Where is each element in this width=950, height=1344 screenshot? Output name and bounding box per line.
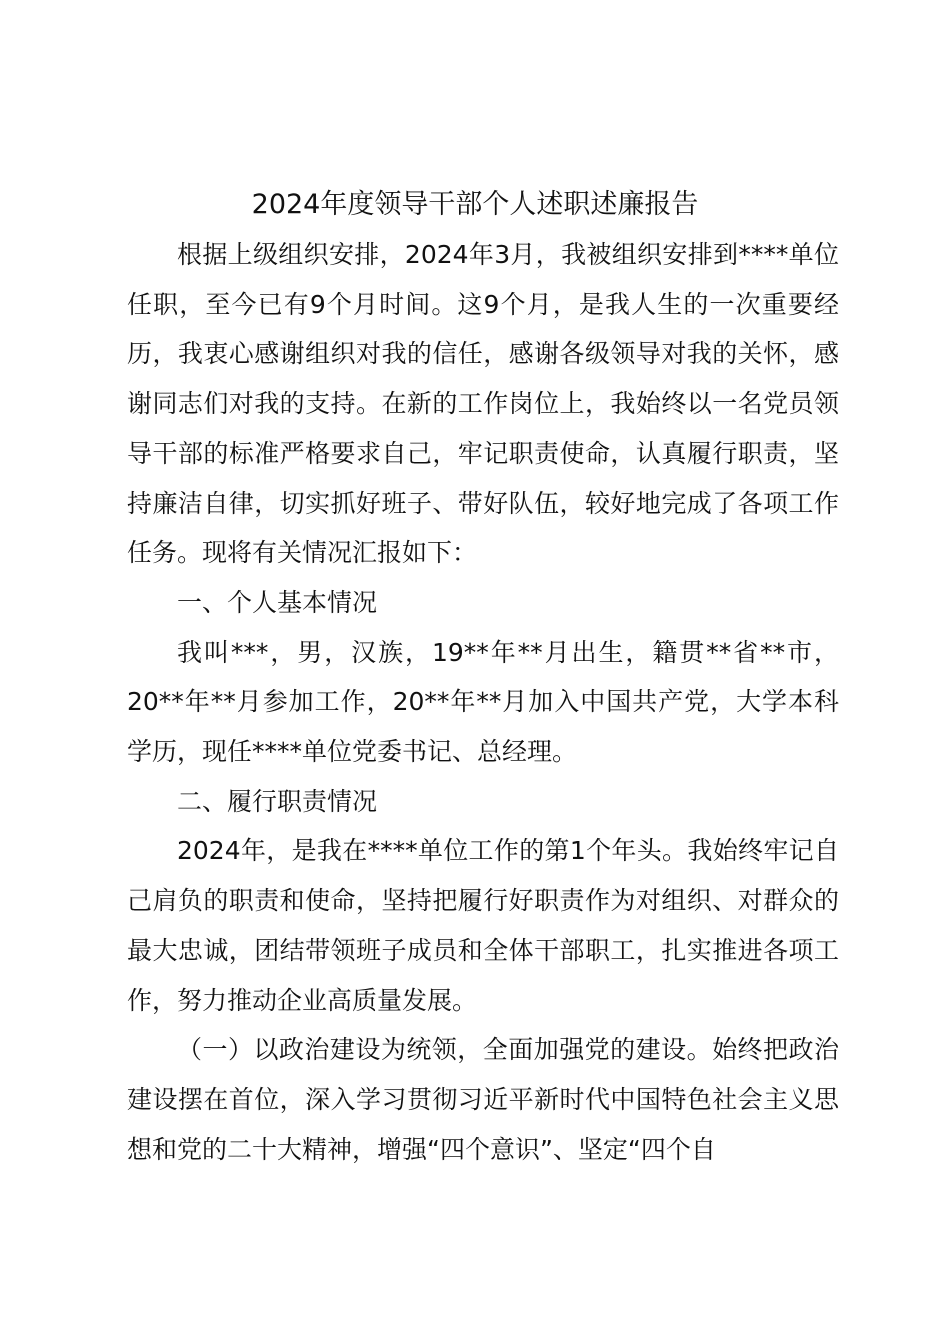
political-building-paragraph: （一）以政治建设为统领，全面加强党的建设。始终把政治建设摆在首位，深入学习贯彻习近平新时代中国特色社会主义思想和党的二十大精神，增强“四个意识”、坚定“四个自 (127, 1035, 839, 1164)
basic-info-paragraph: 我叫***，男，汉族，19**年**月出生，籍贯**省**市，20**年**月参加工作，20**年**月加入中国共产党，大学本科学历，现任****单位党委书记、总经理。 (127, 637, 839, 767)
intro-paragraph: 根据上级组织安排，2024年3月，我被组织安排到****单位任职，至今已有9个月时间。这9个月，是我人生的一次重要经历，我衷心感谢组织对我的信任，感谢各级领导对我的关怀，感谢同志们对我的支持。在新的工作岗位上，我始终以一名党员领导干部的标准严格要求自己，牢记职责使命，认真履行职责，坚持廉洁自律，切实抓好班子、带好队伍，较好地完成了各项工作任务。现将有关情况汇报如下： (127, 240, 839, 568)
section-heading-basic-info: 一、个人基本情况 (177, 587, 378, 617)
document-body (127, 230, 839, 1174)
document-title: 2024年度领导干部个人述职述廉报告 (251, 189, 699, 220)
section-heading-duties: 二、履行职责情况 (177, 786, 378, 816)
duties-paragraph: 2024年，是我在****单位工作的第1个年头。我始终牢记自己肩负的职责和使命，坚持把履行好职责作为对组织、对群众的最大忠诚，团结带领班子成员和全体干部职工，扎实推进各项工作，努力推动企业高质量发展。 (127, 836, 839, 1015)
